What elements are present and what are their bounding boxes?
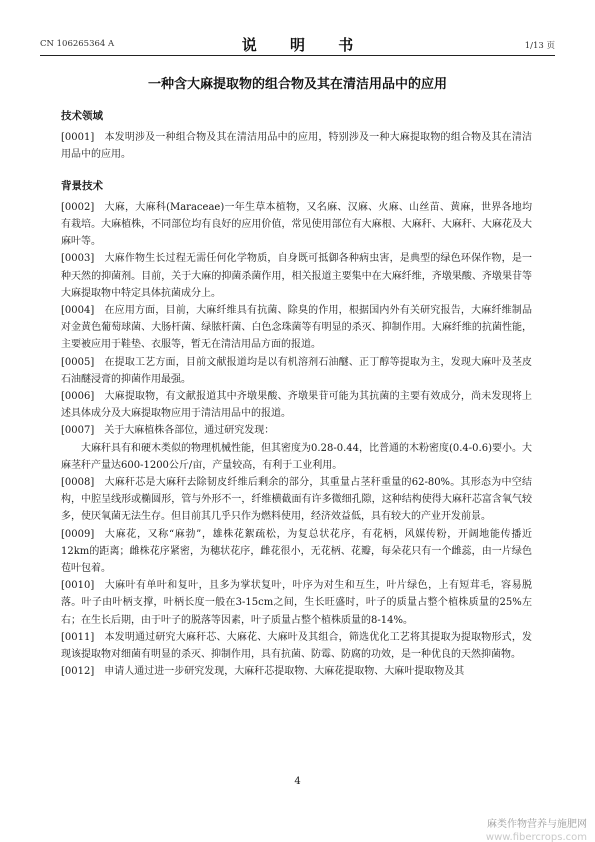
doc-number: CN 106265364 A bbox=[40, 39, 115, 49]
document-title: 一种含大麻提取物的组合物及其在清洁用品中的应用 bbox=[147, 77, 447, 92]
paragraph-text: 大麻叶有单叶和复叶，且多为掌状复叶，叶序为对生和互生，叶片绿色，上有短茸毛，容易脱落。叶子由叶柄支撑，叶柄长度一般在3-15cm之间，生长旺盛时，叶子的质量占整个植株质量的25%左右；在生长后期，由于叶子的脱落等因素，叶子质量占整个植株质量的8-14%。 bbox=[61, 580, 532, 626]
paragraph bbox=[61, 422, 532, 439]
paragraph-number: [0012] bbox=[61, 666, 95, 678]
page-count: 1/13 页 bbox=[524, 41, 555, 51]
paragraph bbox=[61, 250, 532, 302]
watermark bbox=[486, 818, 587, 842]
tech-field-paragraphs bbox=[61, 129, 532, 163]
section-heading-background: 背景技术 bbox=[61, 179, 103, 192]
paragraph bbox=[61, 302, 532, 354]
paragraph-text: 大麻，大麻科(Maraceae)一年生草本植物，又名麻、汉麻、火麻、山丝苗、黄麻，世界各地均有栽培。大麻植株，不同部位均有良好的应用价值，常见使用部位有大麻根、大麻秆、大麻秆、大麻花及大麻叶等。 bbox=[61, 201, 532, 248]
paragraph-number: [0006] bbox=[61, 391, 95, 403]
paragraph-text: 大麻秆芯是大麻秆去除韧皮纤维后剩余的部分，其重量占茎秆重量的62-80%。其形态为中空结构，中腔呈线形或椭圆形，管与外形不一，纤维横截面有许多微细孔隙，这种结构使得大麻秆芯富含氧气较多，使厌氧菌无法生存。但目前其几乎只作为燃料使用，经济效益低，具有较大的产业开发前景。 bbox=[61, 477, 532, 523]
paragraph bbox=[61, 526, 532, 578]
paragraph-number: [0010] bbox=[61, 580, 95, 592]
paragraph-number: [0003] bbox=[61, 253, 95, 265]
paragraph-text: 申请人通过进一步研究发现，大麻秆芯提取物、大麻花提取物、大麻叶提取物及其 bbox=[104, 666, 465, 678]
paragraph bbox=[61, 388, 532, 422]
paragraph-number: [0007] bbox=[61, 425, 95, 437]
page-header bbox=[40, 36, 555, 52]
paragraph-text: 大麻秆具有和硬木类似的物理机械性能，但其密度为0.28-0.44，比普通的木粉密度(0.4-0.6)要小。大麻茎秆产量达600-1200公斤/亩，产量较高，有利于工业利用。 bbox=[61, 442, 532, 471]
paragraph bbox=[61, 663, 532, 680]
background-paragraphs bbox=[61, 199, 532, 681]
paragraph-text: 大麻作物生长过程无需任何化学物质，自身既可抵御各种病虫害，是典型的绿色环保作物，是一种天然的抑菌剂。目前，关于大麻的抑菌杀菌作用，相关报道主要集中在大麻纤维，齐墩果酸、齐墩果苷等大麻提取物中特定具体抗菌成分上。 bbox=[61, 253, 532, 299]
paragraph bbox=[61, 577, 532, 629]
paragraph-number: [0001] bbox=[61, 132, 95, 144]
paragraph-text: 本发明通过研究大麻秆芯、大麻花、大麻叶及其组合，筛选优化工艺将其提取为提取物形式，发现该提取物对细菌有明显的杀灭、抑制作用，具有抗菌、防霉、防腐的功效，是一种优良的天然抑菌物。 bbox=[61, 631, 532, 661]
paragraph-text: 在应用方面，目前，大麻纤维具有抗菌、除臭的作用，根据国内外有关研究报告，大麻纤维制品对金黄色葡萄球菌、大肠杆菌、绿脓杆菌、白色念珠菌等有明显的杀灭、抑制作用。大麻纤维的抗菌性能，主要被应用于鞋垫、衣服等，暂无在清洁用品方面的报道。 bbox=[61, 305, 532, 351]
paragraph-text: 大麻花，又称“麻勃”，雄株花絮疏松，为复总状花序，有花柄，风媒传粉，开阔地能传播近12km的距离；雌株花序紧密，为穗状花序，雌花很小，无花柄、花瓣，每朵花只有一个雌蕊，由一片绿色苞叶包着。 bbox=[61, 528, 532, 575]
page-number: 4 bbox=[294, 776, 301, 787]
paragraph-text: 大麻提取物，有文献报道其中齐墩果酸、齐墩果苷可能为其抗菌的主要有效成分，尚未发现将上述具体成分及大麻提取物应用于清洁用品中的报道。 bbox=[61, 391, 532, 420]
paragraph bbox=[61, 629, 532, 663]
paragraph-number: [0004] bbox=[61, 305, 95, 317]
watermark-name: 麻类作物营养与施肥网 bbox=[487, 819, 587, 830]
paragraph-text: 关于大麻植株各部位，通过研究发现： bbox=[104, 425, 275, 437]
paragraph-text: 在提取工艺方面，目前文献报道均是以有机溶剂石油醚、正丁醇等提取为主，发现大麻叶及茎皮石油醚浸膏的抑菌作用最强。 bbox=[61, 356, 532, 385]
paragraph-text: 本发明涉及一种组合物及其在清洁用品中的应用，特别涉及一种大麻提取物的组合物及其在清洁用品中的应用。 bbox=[61, 132, 532, 161]
document-body bbox=[61, 108, 532, 681]
paragraph-number: [0002] bbox=[61, 201, 95, 213]
paragraph bbox=[61, 440, 532, 474]
paragraph-number: [0009] bbox=[61, 528, 95, 540]
section-heading-tech-field: 技术领域 bbox=[61, 110, 103, 122]
paragraph bbox=[61, 474, 532, 526]
header-divider bbox=[40, 55, 555, 56]
doc-type: 说 明 书 bbox=[241, 36, 368, 54]
watermark-url: www.fibercrops.com bbox=[485, 832, 587, 842]
paragraph bbox=[61, 129, 532, 163]
paragraph-number: [0011] bbox=[61, 631, 95, 643]
paragraph bbox=[61, 199, 532, 251]
paragraph bbox=[61, 354, 532, 388]
paragraph-number: [0005] bbox=[61, 356, 95, 368]
paragraph-number: [0008] bbox=[61, 477, 95, 489]
